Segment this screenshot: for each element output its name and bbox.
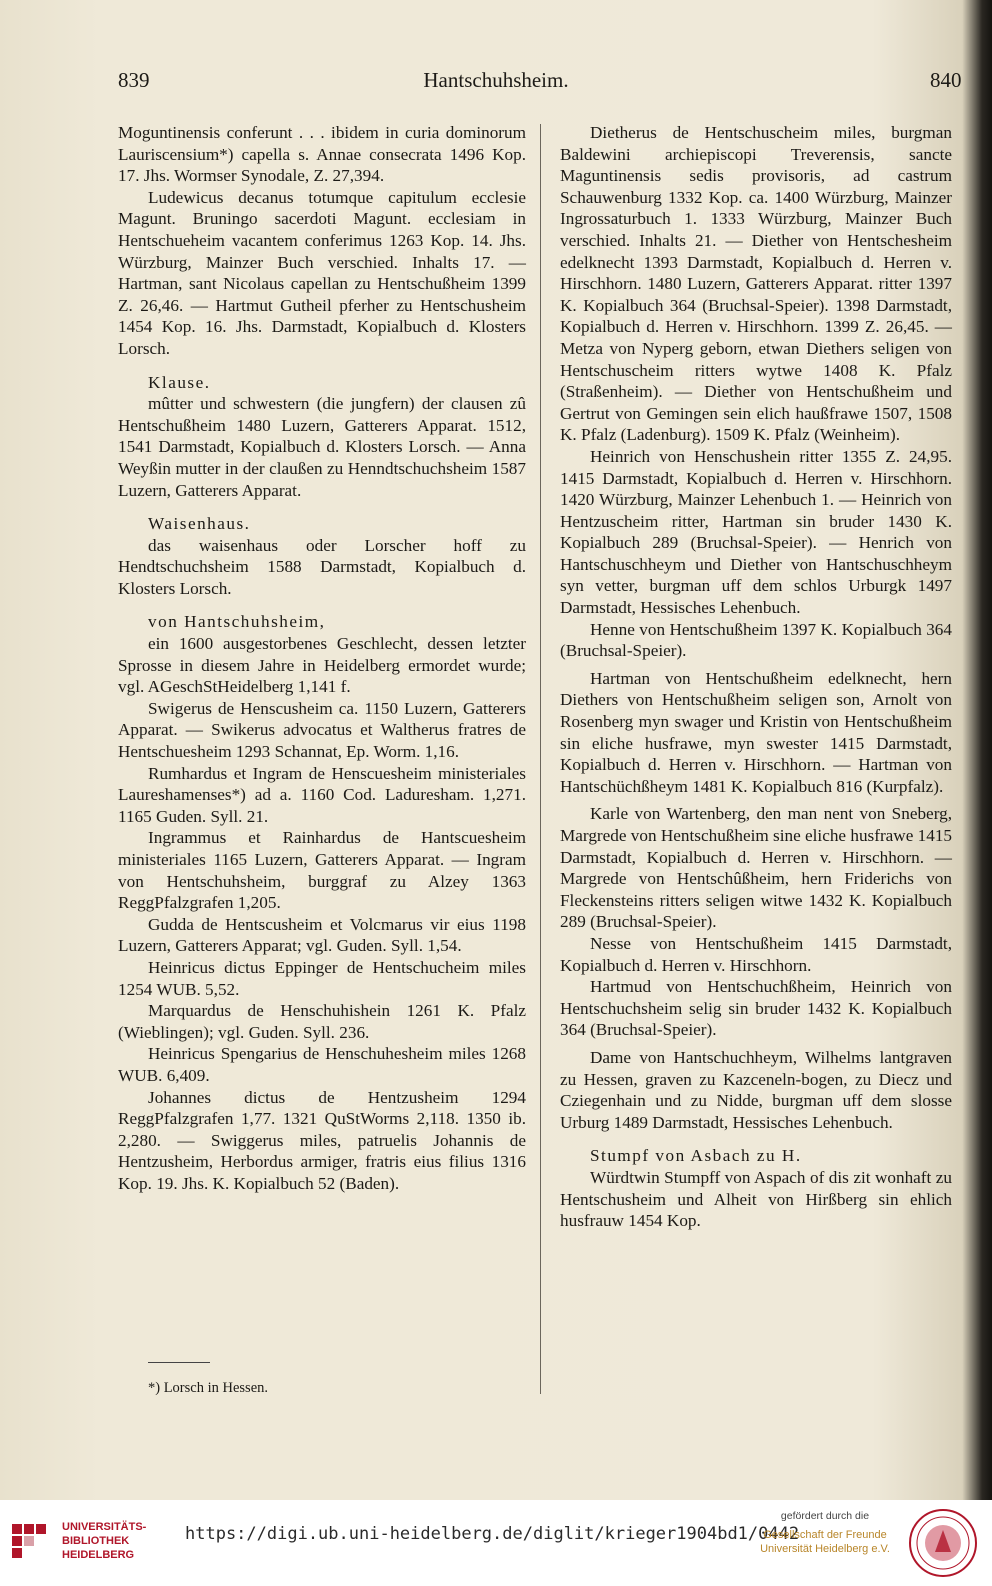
- permalink-url[interactable]: https://digi.ub.uni-heidelberg.de/diglit/krieger1904bd1/0442: [185, 1524, 800, 1544]
- right-paragraph: Nesse von Hentschußheim 1415 Darmstadt, Kopialbuch d. Herren v. Hirschhorn.: [560, 933, 952, 975]
- column-divider: [540, 124, 541, 1394]
- left-paragraph: Ingrammus et Rainhardus de Hantscuesheim ministeriales 1165 Luzern, Gatterers Apparat. — Ingram von Hentschuhsheim, burggraf zu Alzey 1363 ReggPfalzgrafen 1,205.: [118, 828, 526, 913]
- left-paragraph: das waisenhaus oder Lorscher hoff zu Hendtschuchsheim 1588 Darmstadt, Kopialbuch d. Klosters Lorsch.: [118, 535, 526, 598]
- left-paragraph: Heinricus Spengarius de Henschuhesheim miles 1268 WUB. 6,409.: [118, 1044, 526, 1085]
- left-paragraph: Klause.: [148, 372, 211, 392]
- right-paragraph: Dame von Hantschuchheym, Wilhelms lantgraven zu Hessen, graven zu Kazceneln-bogen, zu Diecz und Cziegenhain und zu Nidde, burgman uff dem slosse Urburg 1489 Darmstadt, Hessisches Lehenbuch.: [560, 1047, 952, 1132]
- left-paragraph: Johannes dictus de Hentzusheim 1294 ReggPfalzgrafen 1,77. 1321 QuStWorms 2,118. 1350 ib. 2,280. — Swiggerus miles, patruelis Johannis de Hentzusheim, Herbordus armiger, fratris eius filius 1316 Kop. 19. Jhs. K. Kopialbuch 52 (Baden).: [118, 1087, 526, 1193]
- footnote-rule: [148, 1362, 210, 1363]
- ub-logo-icon: [10, 1520, 58, 1566]
- left-paragraph: Moguntinensis conferunt . . . ibidem in curia dominorum Lauriscensium*) capella s. Annae consecrata 1496 Kop. 17. Jhs. Wormser Synodale, Z. 27,394.: [118, 123, 526, 186]
- left-paragraph: Gudda de Hentscusheim et Volcmarus vir eius 1198 Luzern, Gatterers Apparat; vgl. Guden. Syll. 1,54.: [118, 914, 526, 956]
- page-number-left: 839: [118, 68, 150, 92]
- running-header: [0, 68, 992, 98]
- right-paragraph: Würdtwin Stumpff von Aspach of dis zit wonhaft zu Hentschusheim und Alheit von Hirßberg sin ehlich husfrauw 1454 Kop.: [560, 1167, 952, 1231]
- footnote: *) Lorsch in Hessen.: [148, 1380, 269, 1396]
- left-paragraph: ein 1600 ausgestorbenes Geschlecht, dessen letzter Sprosse in diesem Jahre in Heidelberg ermordet wurde; vgl. AGeschStHeidelberg 1,141 f.: [118, 634, 526, 697]
- left-paragraph: Swigerus de Henscusheim ca. 1150 Luzern, Gatterers Apparat. — Swikerus advocatus et Waltherus fratres de Hentschuesheim 1293 Schannat, Ep. Worm. 1,16.: [118, 698, 526, 762]
- right-paragraph: Stumpf von Asbach zu H.: [590, 1146, 802, 1166]
- library-name: UNIVERSITÄTS- BIBLIOTHEK HEIDELBERG: [62, 1521, 147, 1561]
- sponsor-credit: gefördert durch die Gesellschaft der Freunde Universität Heidelberg e.V.: [760, 1510, 890, 1555]
- viewer-footer-bar: [0, 1500, 992, 1586]
- left-column: [118, 122, 526, 1195]
- left-paragraph: von Hantschuhsheim,: [148, 612, 326, 632]
- university-seal-icon: [908, 1508, 978, 1578]
- left-paragraph: Heinricus dictus Eppinger de Hentschucheim miles 1254 WUB. 5,52.: [118, 957, 526, 999]
- right-paragraph: Karle von Wartenberg, den man nent von Sneberg, Margrede von Hentschußheim sine eliche husfrawe 1415 Darmstadt, Kopialbuch d. Herren v. Hirschhorn. — Margrede von Hentschûßheim, hern Friderichs von Fleckensteins ritters seligen witwe 1432 K. Kopialbuch 289 (Bruchsal-Speier).: [560, 804, 953, 932]
- page-title: Hantschuhsheim.: [423, 68, 569, 92]
- left-paragraph: Waisenhaus.: [148, 514, 251, 534]
- right-paragraph: Heinrich von Henschushein ritter 1355 Z. 24,95. 1415 Darmstadt, Kopialbuch d. Herren v. Hirschhorn. 1420 Würzburg, Mainzer Lehenbuch 1. — Heinrich von Hentzuscheim ritter, Hartman sin bruder 1430 K. Kopialbuch 289 (Bruchsal-Speier). — Henrich von Hantschuschheym und Diether von Hantschuschheym syn vetter, burgman uff dem schlos Urburgk 1497 Darmstadt, Hessisches Lehenbuch.: [560, 446, 952, 618]
- right-paragraph: Henne von Hentschußheim 1397 K. Kopialbuch 364 (Bruchsal-Speier).: [560, 619, 952, 661]
- page-number-right: 840: [930, 68, 962, 92]
- left-paragraph: Ludewicus decanus totumque capitulum ecclesie Magunt. Bruningo sacerdoti Magunt. ecclesiam in Hentschueheim vacantem conferimus 1263 Kop. 14. Jhs. Würzburg, Mainzer Buch verschied. Inhalts 17. — Hartman, sant Nicolaus capellan zu Hentschußheim 1399 Z. 26,46. — Hartmut Gutheil pferher zu Hentschusheim 1454 Kop. 16. Jhs. Darmstadt, Kopialbuch d. Klosters Lorsch.: [118, 187, 526, 358]
- left-paragraph: mûtter und schwestern (die jungfern) der clausen zû Hentschußheim 1480 Luzern, Gatterers Apparat. 1512, 1541 Darmstadt, Kopialbuch d. Klosters Lorsch. — Anna Weyßin mutter in der claußen zu Henndtschuchsheim 1587 Luzern, Gatterers Apparat.: [118, 394, 526, 500]
- right-column: [560, 122, 952, 1232]
- left-paragraph: Rumhardus et Ingram de Henscuesheim ministeriales Laureshamenses*) ad a. 1160 Cod. Laduresham. 1,271. 1165 Guden. Syll. 21.: [118, 763, 526, 826]
- left-paragraph: Marquardus de Henschuhishein 1261 K. Pfalz (Wieblingen); vgl. Guden. Syll. 236.: [118, 1001, 526, 1042]
- right-paragraph: Hartmud von Hentschuchßheim, Heinrich von Hentschuchsheim selig sin bruder 1432 K. Kopialbuch 364 (Bruchsal-Speier).: [560, 977, 952, 1040]
- right-paragraph: Hartman von Hentschußheim edelknecht, hern Diethers von Hentschußheim seligen son, Arnolt von Rosenberg myn swager und Kristin von Hentschußheim sin eliche husfrawe, myn swester 1415 Darmstadt, Kopialbuch d. Herren v. Hirschhorn. — Hartman von Hantschüchßheym 1481 K. Kopialbuch 816 (Kurpfalz).: [560, 668, 952, 796]
- right-paragraph: Dietherus de Hentschuscheim miles, burgman Baldewini archiepiscopi Treverensis, sancte Maguntinensis sedis provisoris, ad castrum Schauwenburg 1332 Kop. ca. 1400 Würzburg, Mainzer Ingrossaturbuch 1. 1333 Würzburg, Mainzer Buch verschied. Inhalts 21. — Diether von Hentschesheim edelknecht 1393 Darmstadt, Kopialbuch d. Herren v. Hirschhorn. 1480 Luzern, Gatterers Apparat. ritter 1397 K. Kopialbuch 364 (Bruchsal-Speier). 1398 Darmstadt, Kopialbuch d. Herren v. Hirschhorn. 1399 Z. 26,45. — Metza von Nyperg geborn, etwan Diethers seligen von Hentschuscheim ritters wytwe 1408 K. Pfalz (Straßenheim). — Diether von Hentschußheim und Gertrut von Gemingen sein elich haußfrawe 1507, 1508 K. Pfalz (Ladenburg). 1509 K. Pfalz (Weinheim).: [560, 123, 952, 445]
